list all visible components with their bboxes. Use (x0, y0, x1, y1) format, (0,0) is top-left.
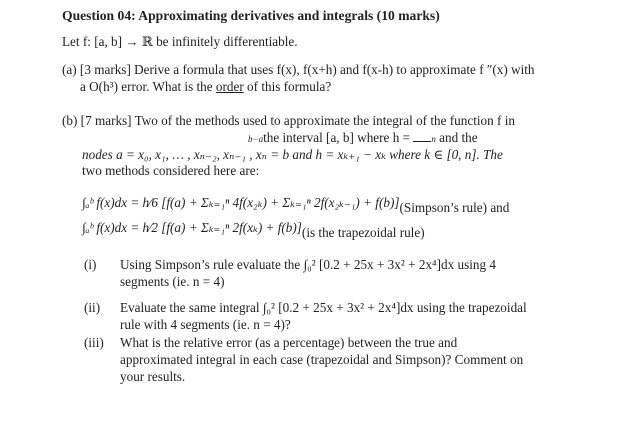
trap-label: (is the trapezoidal rule) (301, 225, 425, 240)
part-a-line1: (a) [3 marks] Derive a formula that uses f(x), f(x+h) and f(x-h) to approximate f ″(x) with (62, 62, 535, 77)
text: a O(h³) error. What is the (80, 79, 216, 94)
simpson-label: (Simpson’s rule) and (399, 200, 510, 215)
fraction-numerator: b−a (248, 134, 264, 144)
underlined-order: order (215, 79, 244, 94)
item-text: segments (ie. n = 4) (120, 274, 225, 289)
part-a-line2 (80, 79, 331, 95)
simpson-formula: ∫ₐᵇ f(x)dx = h⁄6 [f(a) + Σₖ₌₁ⁿ 4f(x₂ₖ) + Σₖ₌₁ⁿ 2f(x₂ₖ₋₁) + f(b)] (82, 195, 400, 210)
text: of this formula? (243, 79, 332, 94)
item-text: rule with 4 segments (ie. n = 4)? (120, 317, 291, 332)
item-text: Evaluate the same integral ∫₀² [0.2 + 25x + 3x² + 2x⁴]dx using the trapezoidal (120, 300, 527, 315)
part-b-line2 (248, 130, 478, 147)
part-b-line3: nodes a = x₀, x₁, … , xₙ₋₂, xₙ₋₁ , xₙ = b and h = xₖ₊₁ − xₖ where k ∈ [0, n]. The (82, 147, 503, 162)
item-number: (iii) (84, 335, 104, 350)
item-text: your results. (120, 369, 186, 384)
trap-formula: ∫ₐᵇ f(x)dx = h⁄2 [f(a) + Σₖ₌₁ⁿ 2f(xₖ) + f(b)] (82, 220, 302, 235)
part-b-line1: (b) [7 marks] Two of the methods used to approximate the integral of the function f in (62, 113, 515, 128)
text: and the (435, 130, 478, 145)
item-number: (i) (84, 257, 97, 272)
question-title: Question 04: Approximating derivatives and integrals (10 marks) (62, 8, 440, 23)
fraction-denominator: n (431, 134, 436, 144)
text: the interval [a, b] where h = (263, 130, 414, 145)
item-text: What is the relative error (as a percentage) between the true and (120, 335, 458, 350)
trapezoidal-rule (82, 220, 425, 240)
item-text: Using Simpson’s rule evaluate the ∫₀² [0.2 + 25x + 3x² + 2x⁴]dx using 4 (120, 257, 496, 272)
item-number: (ii) (84, 300, 101, 315)
part-b-line4: two methods considered here are: (82, 163, 260, 178)
simpson-rule (82, 195, 510, 215)
intro-text: Let f: [a, b] → ℝ be infinitely differentiable. (62, 34, 298, 49)
item-text: approximated integral in each case (trapezoidal and Simpson)? Comment on (120, 352, 524, 367)
